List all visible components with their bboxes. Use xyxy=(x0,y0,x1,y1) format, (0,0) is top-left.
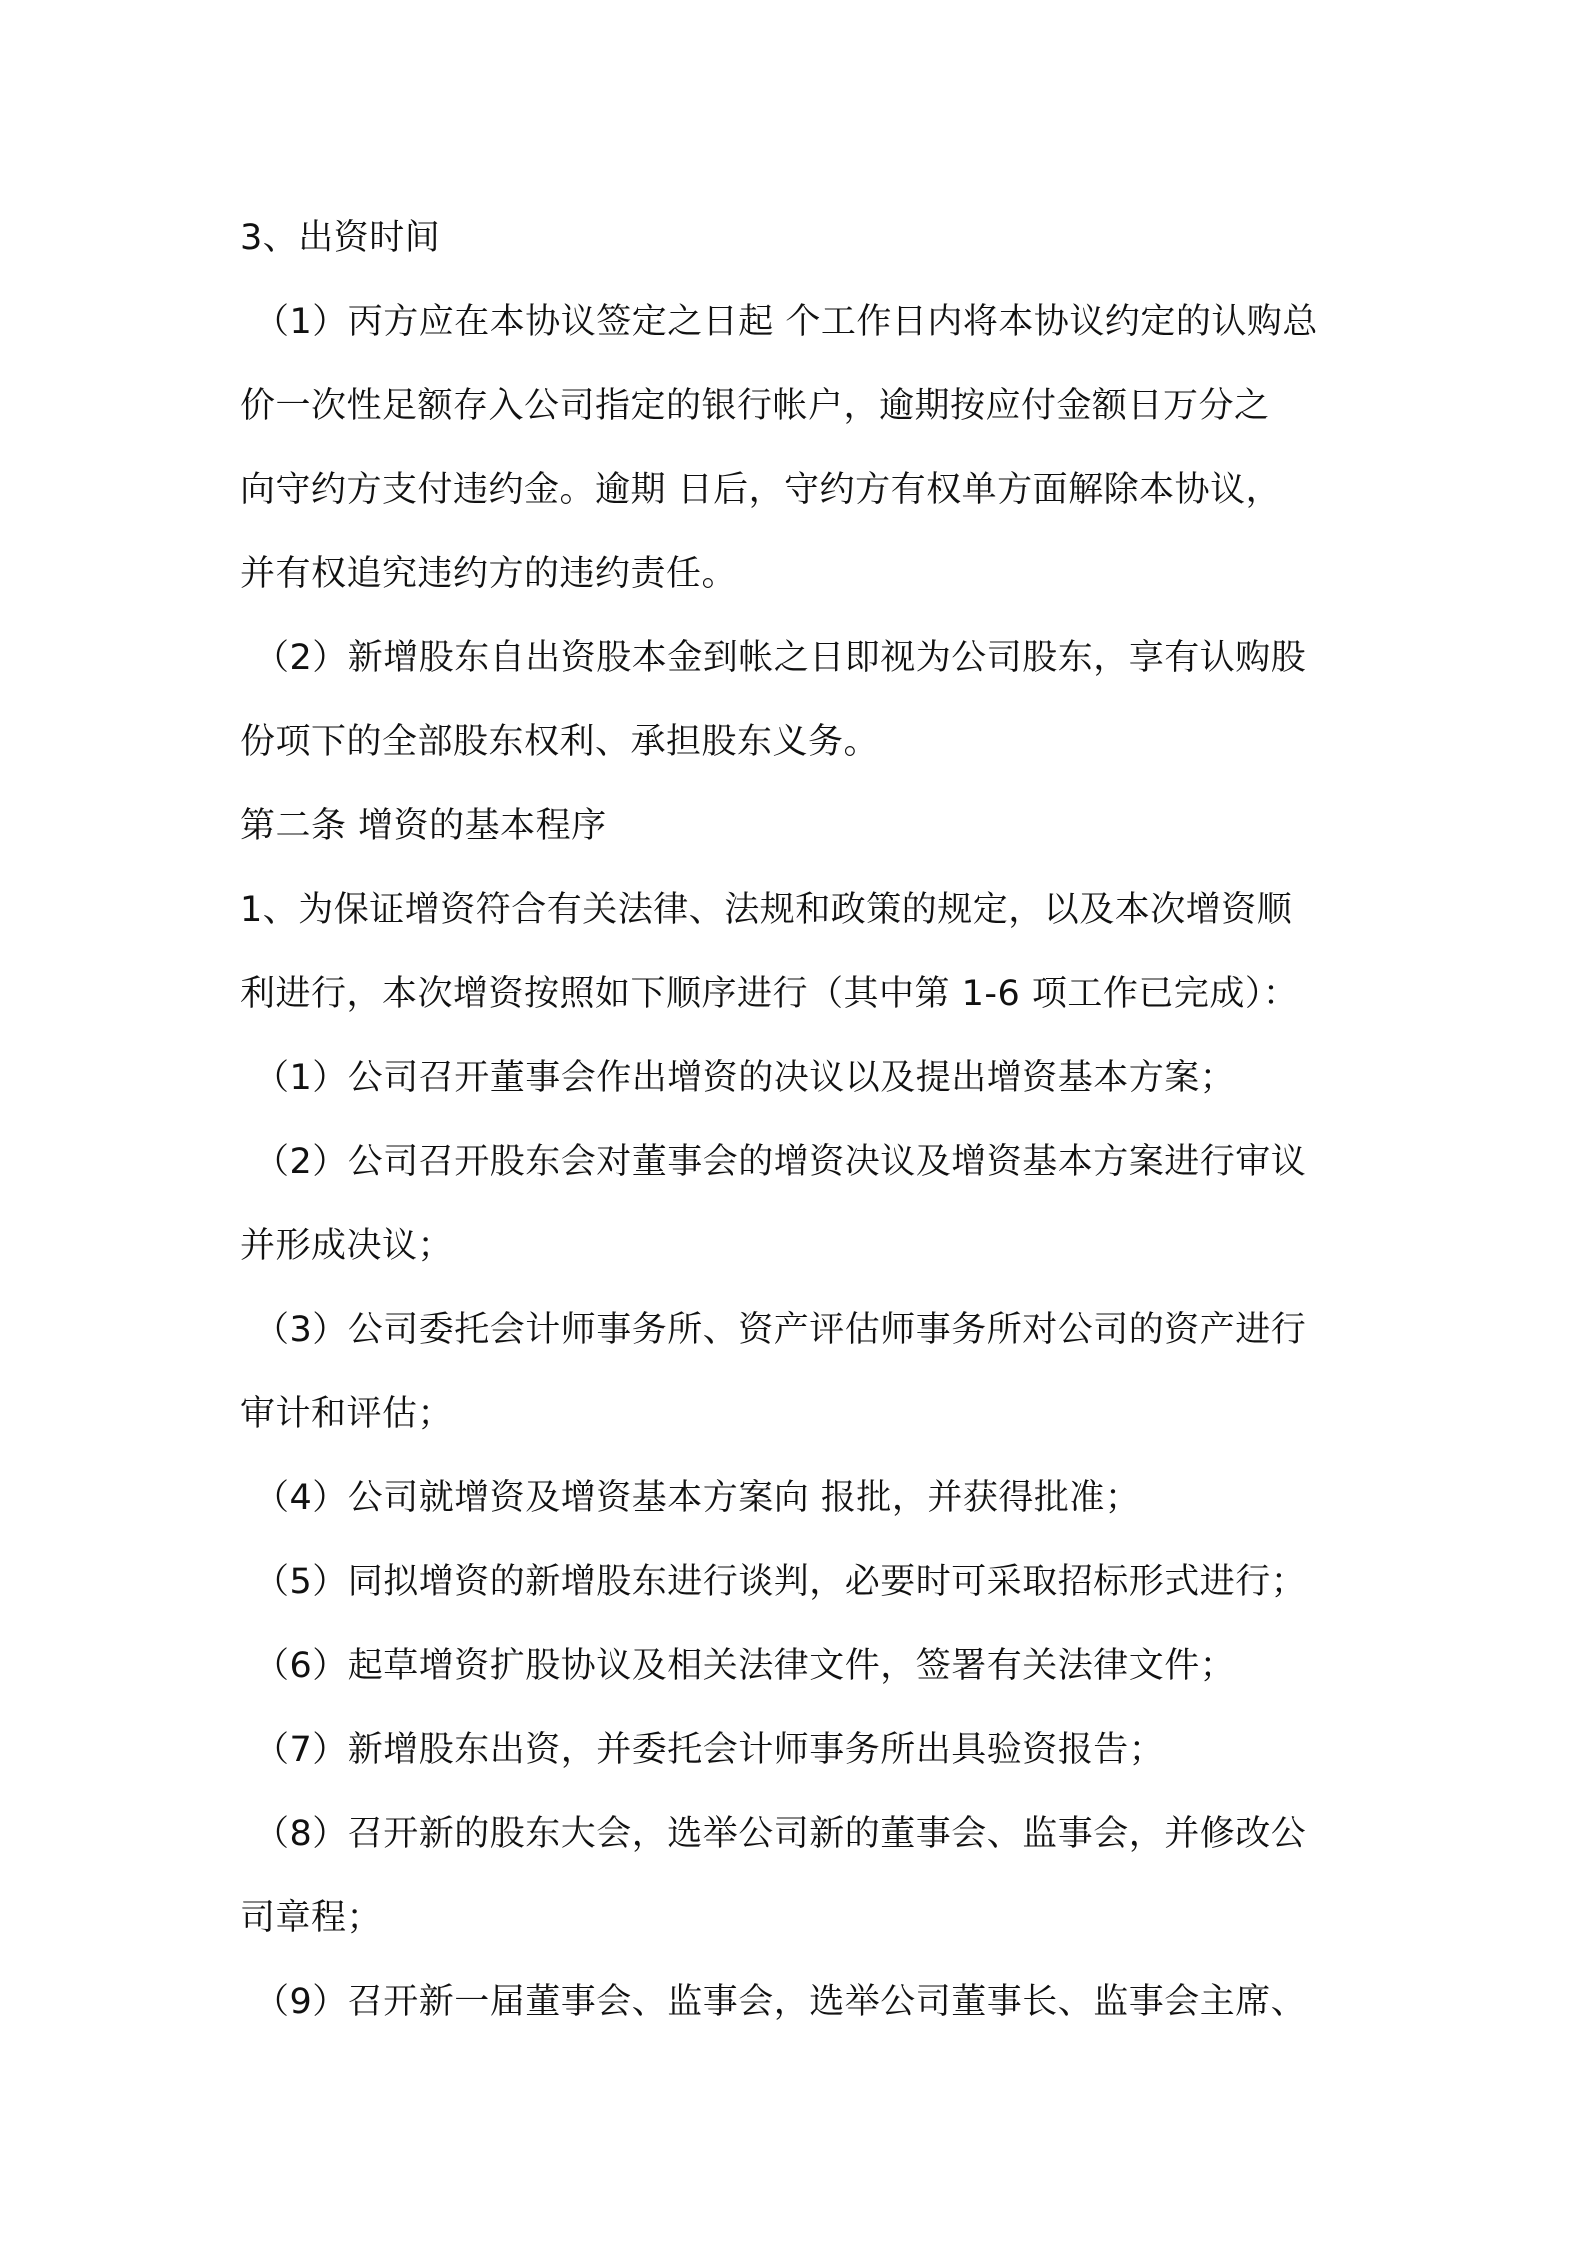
list-item: （3）公司委托会计师事务所、资产评估师事务所对公司的资产进行 xyxy=(254,1310,1307,1350)
article-heading: 第二条 增资的基本程序 xyxy=(240,806,607,846)
paragraph-line: 利进行，本次增资按照如下顺序进行（其中第 1-6 项工作已完成）： xyxy=(240,974,1299,1014)
list-item: （6）起草增资扩股协议及相关法律文件，签署有关法律文件； xyxy=(254,1646,1236,1686)
list-item: （5）同拟增资的新增股东进行谈判，必要时可采取招标形式进行； xyxy=(254,1562,1307,1602)
paragraph-line: （1）丙方应在本协议签定之日起 个工作日内将本协议约定的认购总 xyxy=(254,302,1318,342)
paragraph-line: 向守约方支付违约金。逾期 日后，守约方有权单方面解除本协议， xyxy=(240,470,1282,510)
document-body xyxy=(240,196,1370,2044)
list-item: （9）召开新一届董事会、监事会，选举公司董事长、监事会主席、 xyxy=(254,1982,1307,2022)
list-item-continuation: 司章程； xyxy=(240,1898,383,1938)
paragraph-line: 份项下的全部股东权利、承担股东义务。 xyxy=(240,722,880,762)
list-item-continuation: 审计和评估； xyxy=(240,1394,454,1434)
list-item: （2）公司召开股东会对董事会的增资决议及增资基本方案进行审议 xyxy=(254,1142,1307,1182)
paragraph-line: 1、为保证增资符合有关法律、法规和政策的规定，以及本次增资顺 xyxy=(240,890,1293,930)
list-item: （1）公司召开董事会作出增资的决议以及提出增资基本方案； xyxy=(254,1058,1236,1098)
list-item-continuation: 并形成决议； xyxy=(240,1226,454,1266)
paragraph-line: 并有权追究违约方的违约责任。 xyxy=(240,554,738,594)
section-heading-contribution-time: 3、出资时间 xyxy=(240,218,441,258)
list-item: （8）召开新的股东大会，选举公司新的董事会、监事会，并修改公 xyxy=(254,1814,1307,1854)
paragraph-line: （2）新增股东自出资股本金到帐之日即视为公司股东，享有认购股 xyxy=(254,638,1307,678)
list-item: （4）公司就增资及增资基本方案向 报批，并获得批准； xyxy=(254,1478,1141,1518)
paragraph-line: 价一次性足额存入公司指定的银行帐户，逾期按应付金额日万分之 xyxy=(240,386,1270,426)
list-item: （7）新增股东出资，并委托会计师事务所出具验资报告； xyxy=(254,1730,1165,1770)
